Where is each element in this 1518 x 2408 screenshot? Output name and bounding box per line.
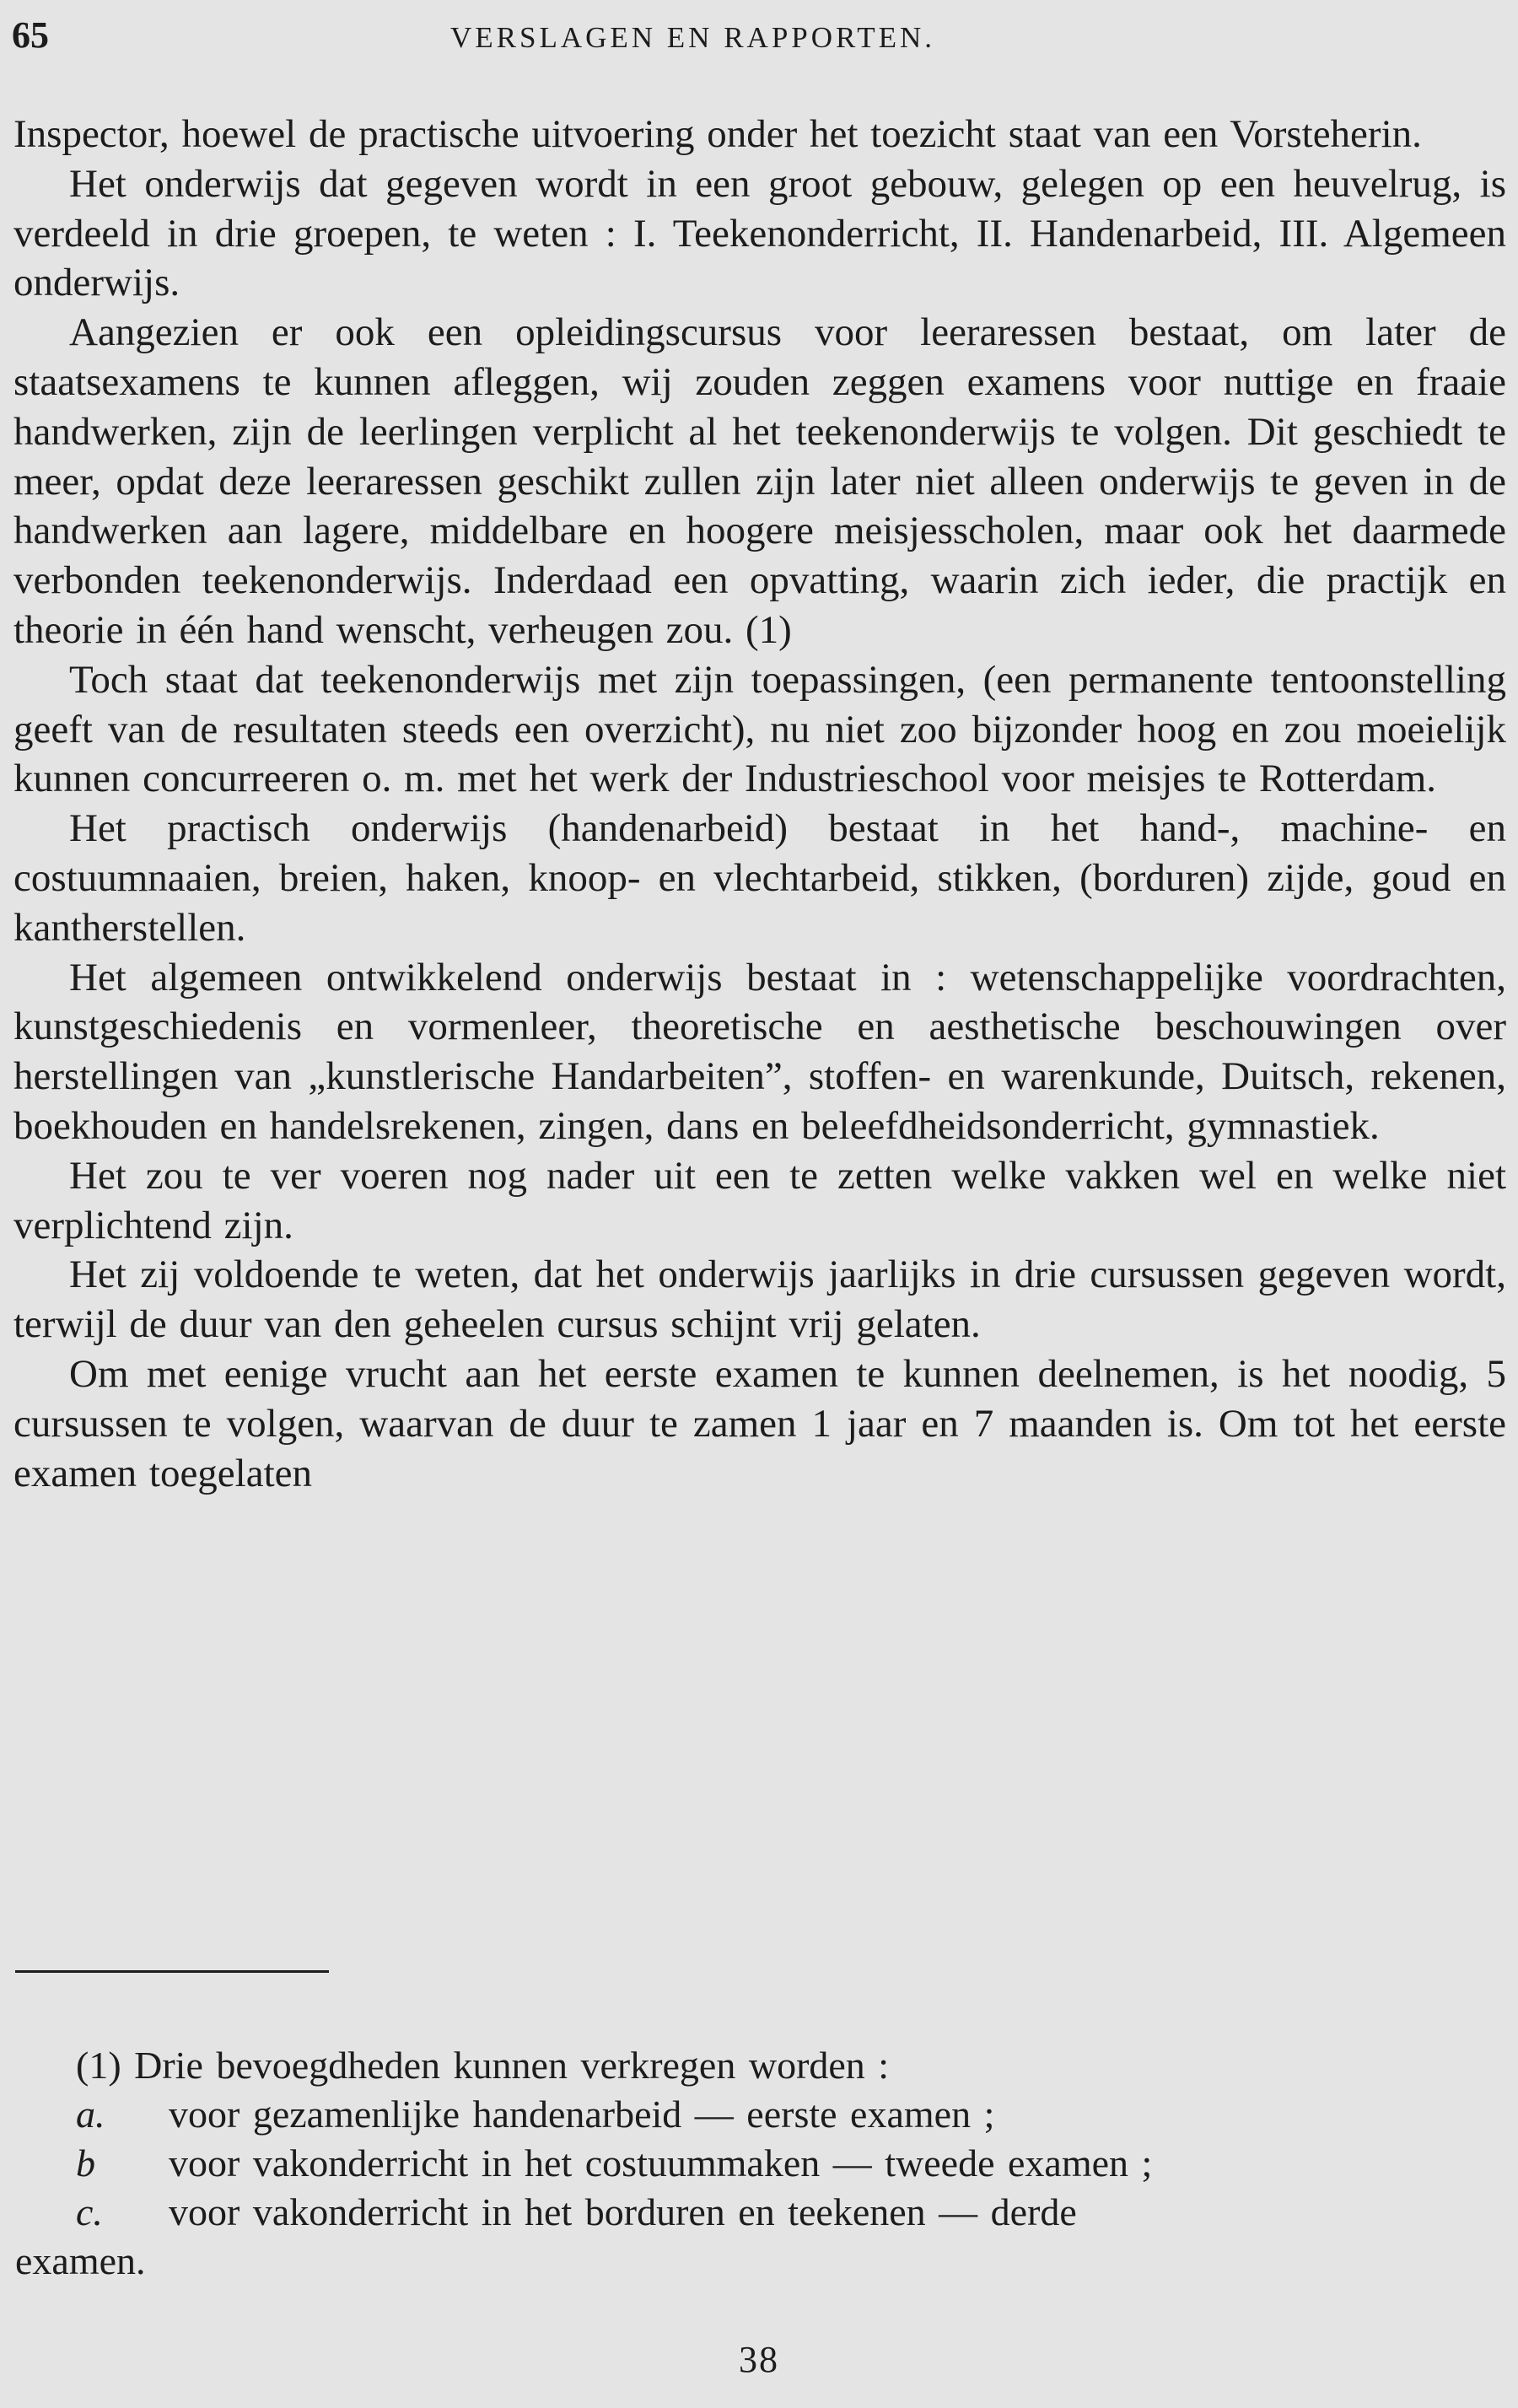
paragraph: Het algemeen ontwikkelend onderwijs bestaat in : wetenschappelijke voordrachten, kunstgeschiedenis en vormenleer, theoretische en aesthetische beschouwingen over herstellingen van „kunstlerische Handarbeiten”, stoffen- en warenkunde, Duitsch, rekenen, boekhouden en handelsrekenen, zingen, dans en beleefdheidsonderricht, gymnastiek. (13, 955, 1506, 1148)
paragraph: Het onderwijs dat gegeven wordt in een groot gebouw, gelegen op een heuvelrug, is verdeeld in drie groepen, te weten : I. Teekenonderricht, II. Handenarbeid, III. Algemeen onderwijs. (13, 161, 1506, 305)
page-number: 65 (12, 14, 49, 56)
footnote-item-text: voor vakonderricht in het costuummaken — tweede examen ; (169, 2141, 1153, 2184)
paragraph: Inspector, hoewel de practische uitvoering onder het toezicht staat van een Vorsteherin. (13, 112, 1422, 156)
body-text (13, 110, 1506, 1498)
footnote-item-marker: a. (76, 2093, 105, 2136)
footnote (15, 2041, 1508, 2286)
paragraph: Het zou te ver voeren nog nader uit een te zetten welke vakken wel en welke niet verplichtend zijn. (13, 1153, 1506, 1247)
footnote-intro: (1) Drie bevoegdheden kunnen verkregen worden : (76, 2044, 890, 2087)
footnote-item (15, 2139, 1508, 2188)
footnote-continuation: examen. (15, 2239, 146, 2282)
page-header (12, 12, 1505, 59)
paragraph: Aangezien er ook een opleidingscursus voor leeraressen bestaat, om later de staatsexamens te kunnen afleggen, wij zouden zeggen examens voor nuttige en fraaie handwerken, zijn de leerlingen verplicht al het teekenonderwijs te volgen. Dit geschiedt te meer, opdat deze leeraressen geschikt zullen zijn later niet alleen onderwijs te geven in de handwerken aan lagere, middelbare en hoogere meisjesscholen, maar ook het daarmede verbonden teekenonderwijs. Inderdaad een opvatting, waarin zich ieder, die practijk en theorie in één hand wenscht, verheugen zou. (1) (13, 310, 1506, 652)
paragraph: Om met eenige vrucht aan het eerste examen te kunnen deelnemen, is het noodig, 5 cursussen te volgen, waarvan de duur te zamen 1 jaar en 7 maanden is. Om tot het eerste examen toegelaten (13, 1351, 1506, 1495)
footnote-item-marker: b (76, 2141, 95, 2184)
footnote-item-marker: c. (76, 2190, 103, 2233)
footnote-item-text: voor vakonderricht in het borduren en teekenen — derde (169, 2190, 1077, 2233)
paragraph: Het practisch onderwijs (handenarbeid) bestaat in het hand-, machine- en costuumnaaien, breien, haken, knoop- en vlechtarbeid, stikken, (borduren) zijde, goud en kantherstellen. (13, 806, 1506, 950)
paragraph: Toch staat dat teekenonderwijs met zijn toepassingen, (een permanente tentoonstelling geeft van de resultaten steeds een overzicht), nu niet zoo bijzonder hoog en zou moeielijk kunnen concurreeren o. m. met het werk der Industrieschool voor meisjes te Rotterdam. (13, 657, 1506, 801)
footnote-item-text: voor gezamenlijke handenarbeid — eerste examen ; (169, 2093, 995, 2136)
folio-number: 38 (739, 2339, 779, 2380)
footnote-item (15, 2188, 1508, 2237)
footnote-item (15, 2090, 1508, 2139)
footnote-divider (15, 1970, 329, 1973)
running-head: VERSLAGEN EN RAPPORTEN. (450, 21, 936, 54)
paragraph: Het zij voldoende te weten, dat het onderwijs jaarlijks in drie cursussen gegeven wordt, terwijl de duur van den geheelen cursus schijnt vrij gelaten. (13, 1252, 1506, 1347)
